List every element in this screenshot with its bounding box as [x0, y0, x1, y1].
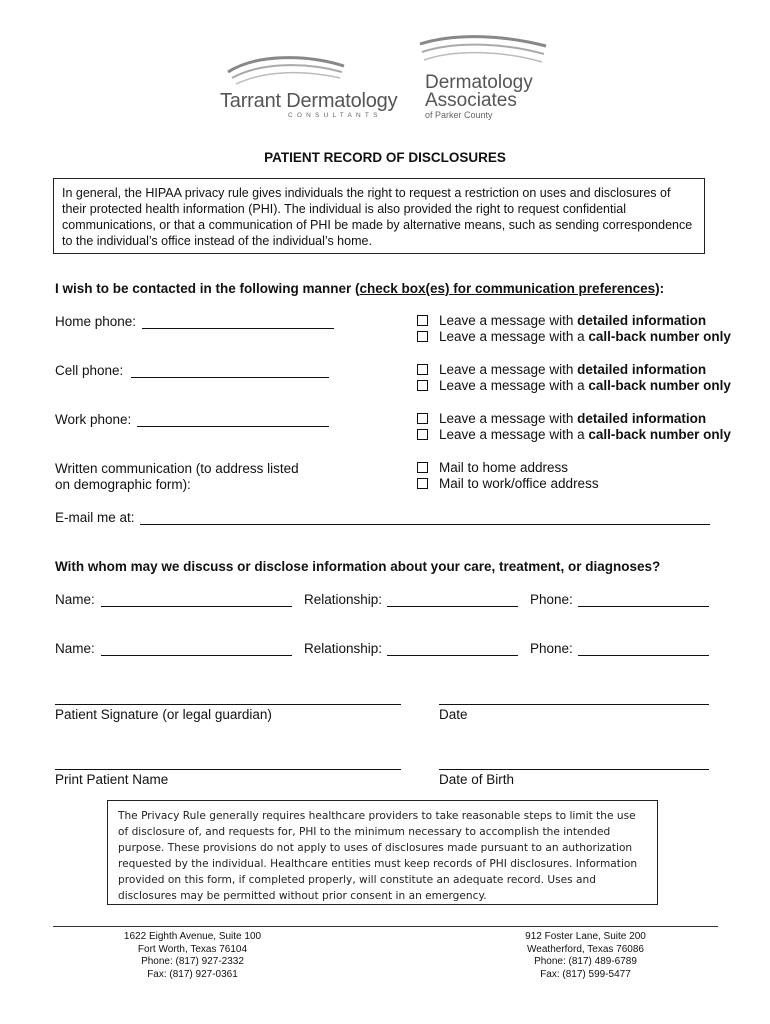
relationship-label: Relationship:: [304, 641, 383, 656]
home-detailed-checkbox[interactable]: [417, 315, 428, 326]
date-field[interactable]: [439, 704, 709, 705]
tarrant-logo: [218, 52, 408, 122]
print-name-label: Print Patient Name: [55, 772, 169, 787]
work-detailed-checkbox[interactable]: [417, 413, 428, 424]
phone-label: Phone:: [530, 592, 573, 607]
cell-phone-label: Cell phone:: [55, 363, 124, 378]
mail-home-checkbox[interactable]: [417, 462, 428, 473]
contact-heading-post: ):: [655, 281, 665, 296]
email-label: E-mail me at:: [55, 510, 135, 525]
cell-detailed-checkbox[interactable]: [417, 364, 428, 375]
contact-heading-underlined: check box(es) for communication preferences: [359, 281, 656, 296]
relationship-label: Relationship:: [304, 592, 383, 607]
phone-field-1[interactable]: [578, 606, 709, 607]
cell-phone-field[interactable]: [131, 377, 329, 378]
date-label: Date: [439, 707, 468, 722]
work-detailed-option: Leave a message with detailed information: [439, 411, 707, 426]
swoosh-icon: [226, 52, 346, 92]
patient-signature-label: Patient Signature (or legal guardian): [55, 707, 272, 722]
footer-divider: [53, 926, 718, 927]
work-phone-field[interactable]: [137, 426, 329, 427]
relationship-field-2[interactable]: [387, 655, 518, 656]
work-phone-label: Work phone:: [55, 412, 132, 427]
cell-callback-option: Leave a message with a call-back number only: [439, 378, 731, 393]
address-line: 1622 Eighth Avenue, Suite 100: [123, 931, 262, 942]
address-line: Phone: (817) 927-2332: [141, 956, 244, 967]
contact-heading: [55, 281, 664, 296]
dob-field[interactable]: [439, 769, 709, 770]
cell-callback-checkbox[interactable]: [417, 380, 428, 391]
home-detailed-option: Leave a message with detailed information: [439, 313, 707, 328]
mail-work-checkbox[interactable]: [417, 478, 428, 489]
privacy-rule-box: The Privacy Rule generally requires healthcare providers to take reasonable steps to limit the use of disclosure of, and requests for, PHI to the minimum necessary to accomplish the intended purpose. These provisions do not apply to uses of disclosures made pursuant to an authorization requested by the individual. Healthcare entities must keep records of PHI disclosures. Information provided on this form, if completed properly, will constitute an adequate record. Uses and disclosures may be permitted without prior consent in an emergency.: [107, 800, 658, 905]
home-phone-field[interactable]: [142, 328, 334, 329]
name-field-2[interactable]: [101, 655, 292, 656]
work-callback-option: Leave a message with a call-back number only: [439, 427, 731, 442]
tarrant-logo-sub: CONSULTANTS: [288, 112, 382, 119]
address-line: Weatherford, Texas 76086: [527, 943, 644, 955]
phone-field-2[interactable]: [578, 655, 709, 656]
parker-logo-line3: of Parker County: [425, 110, 493, 120]
parker-logo-line2: Associates: [425, 90, 517, 111]
dob-label: Date of Birth: [439, 772, 515, 787]
address-line: Fort Worth, Texas 76104: [137, 943, 248, 955]
home-callback-checkbox[interactable]: [417, 331, 428, 342]
page-title: PATIENT RECORD OF DISCLOSURES: [264, 150, 506, 165]
mail-work-option: Mail to work/office address: [439, 476, 599, 491]
address-line: Fax: (817) 599-5477: [540, 968, 631, 980]
phone-label: Phone:: [530, 641, 573, 656]
print-name-field[interactable]: [55, 769, 401, 770]
parker-logo-line1: Dermatology: [425, 72, 533, 93]
written-comm-label-2: on demographic form):: [55, 477, 191, 492]
cell-detailed-option: Leave a message with detailed information: [439, 362, 707, 377]
mail-home-option: Mail to home address: [439, 460, 569, 475]
footer-address-right: [498, 931, 673, 981]
written-comm-label-1: Written communication (to address listed: [55, 461, 299, 476]
intro-text-box: In general, the HIPAA privacy rule gives individuals the right to request a restriction on uses and disclosures of their protected health information (PHI). The individual is also provided the right to request confidential communications, or that a communication of PHI be made by alternative means, such as sending correspondence to the individual’s office instead of the individual’s home.: [53, 178, 705, 254]
name-label: Name:: [55, 641, 95, 656]
footer-address-left: [105, 931, 280, 981]
patient-signature-field[interactable]: [55, 704, 401, 705]
contact-heading-pre: I wish to be contacted in the following manner (: [55, 281, 360, 296]
swoosh-icon: [418, 32, 548, 72]
tarrant-logo-name: Tarrant Dermatology: [220, 90, 398, 112]
name-label: Name:: [55, 592, 95, 607]
parker-logo: [418, 32, 548, 124]
home-phone-label: Home phone:: [55, 314, 137, 329]
disclose-heading: With whom may we discuss or disclose information about your care, treatment, or diagnoses?: [55, 559, 661, 574]
email-field[interactable]: [140, 524, 710, 525]
address-line: Phone: (817) 489-6789: [534, 956, 637, 967]
address-line: 912 Foster Lane, Suite 200: [525, 931, 646, 942]
work-callback-checkbox[interactable]: [417, 429, 428, 440]
name-field-1[interactable]: [101, 606, 292, 607]
relationship-field-1[interactable]: [387, 606, 518, 607]
address-line: Fax: (817) 927-0361: [147, 968, 238, 980]
home-callback-option: Leave a message with a call-back number only: [439, 329, 731, 344]
